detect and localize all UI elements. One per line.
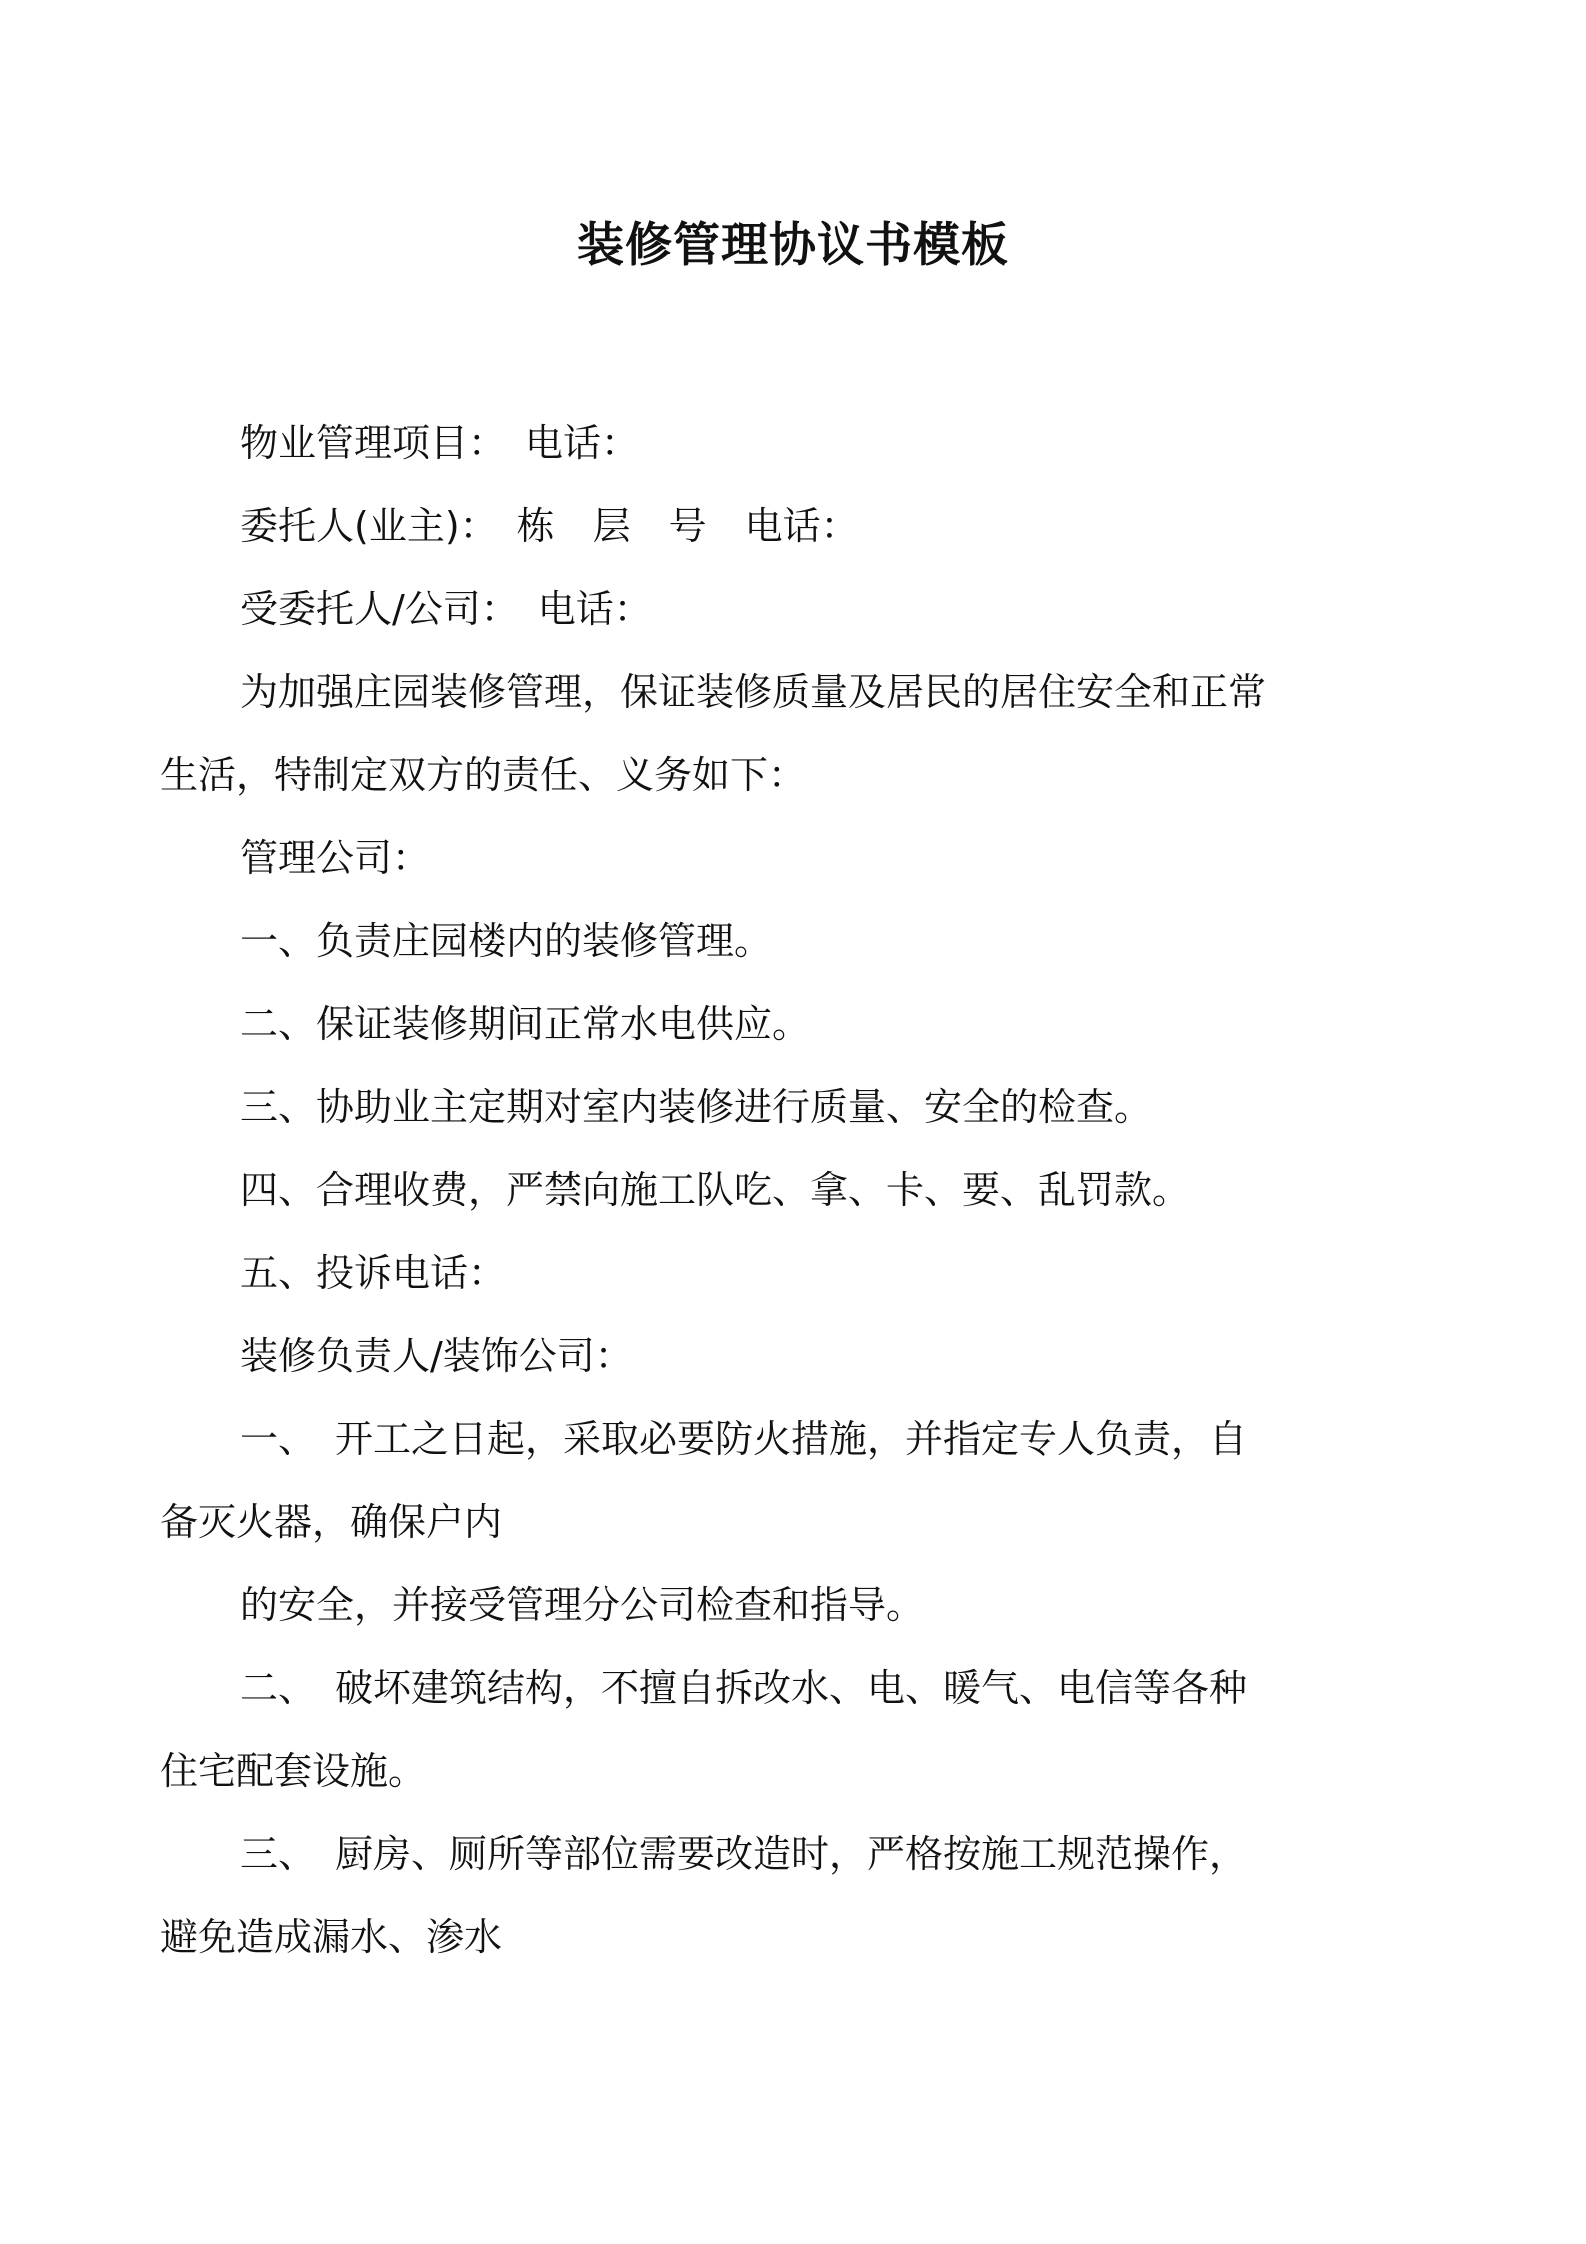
decoration-item-3: 三、 厨房、厕所等部位需要改造时，严格按施工规范操作，避免造成漏水、渗水 [160,1832,1248,1959]
intro-paragraph: 为加强庄园装修管理，保证装修质量及居民的居住安全和正常生活，特制定双方的责任、义务如下： [160,670,1267,797]
management-item-3: 三、协助业主定期对室内装修进行质量、安全的检查。 [240,1085,1153,1129]
decoration-item-1-continued: 的安全，并接受管理分公司检查和指导。 [240,1583,925,1627]
document-title: 装修管理协议书模板 [577,218,1009,273]
decoration-item-2: 二、 破坏建筑结构，不擅自拆改水、电、暖气、电信等各种住宅配套设施。 [160,1666,1248,1793]
property-project-line: 物业管理项目： 电话： [240,421,640,465]
document-body [160,402,1360,1979]
management-item-1: 一、负责庄园楼内的装修管理。 [240,919,773,963]
management-item-4: 四、合理收费，严禁向施工队吃、拿、卡、要、乱罚款。 [240,1168,1191,1212]
decoration-item-1: 一、 开工之日起，采取必要防火措施，并指定专人负责，自备灭火器，确保户内 [160,1417,1248,1544]
management-company-heading: 管理公司： [240,836,431,880]
decoration-company-heading: 装修负责人/装饰公司： [240,1334,633,1378]
management-item-2: 二、保证装修期间正常水电供应。 [240,1002,811,1046]
contractor-line: 受委托人/公司： 电话： [240,587,652,631]
owner-line: 委托人(业主)： 栋 层 号 电话： [240,504,859,548]
management-item-5: 五、投诉电话： [240,1251,507,1295]
